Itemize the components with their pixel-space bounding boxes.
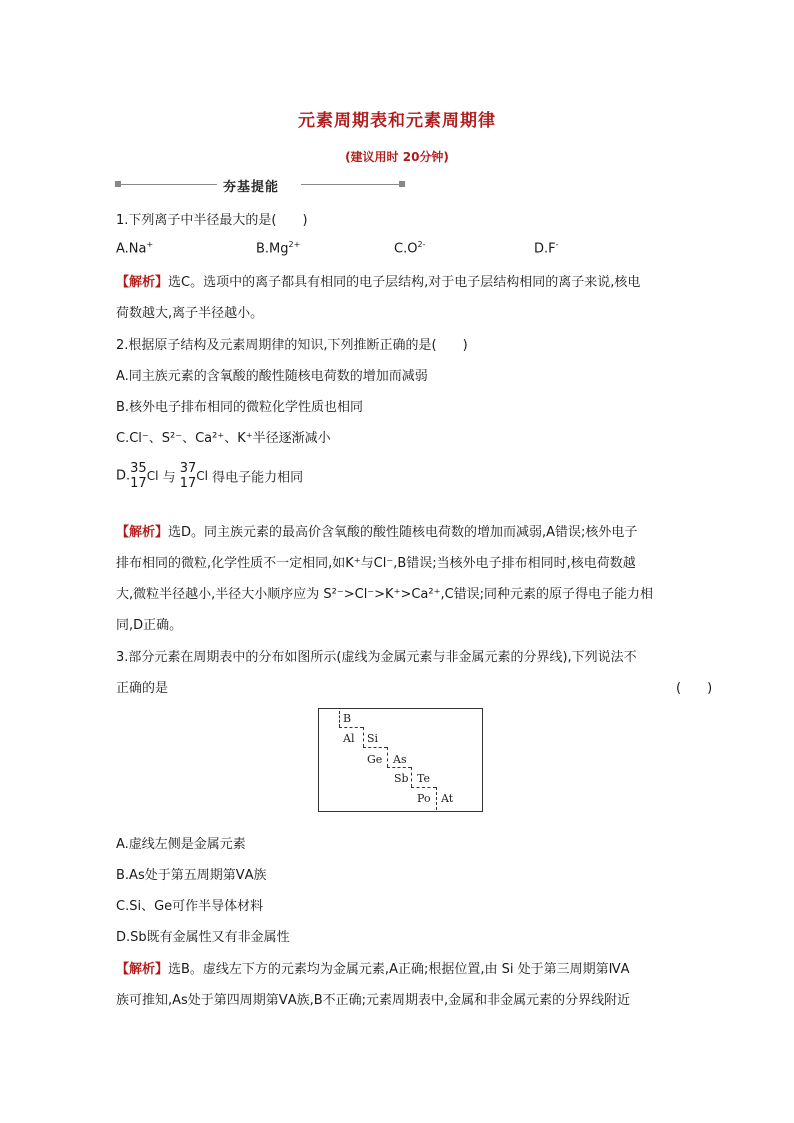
isotope-cl-35 xyxy=(130,461,147,491)
divider-line-right xyxy=(301,184,399,185)
q2-option-d-suffix: 得电子能力相同 xyxy=(212,470,304,486)
q2-analysis-text-2: 排布相同的微粒,化学性质不一定相同,如K⁺与Cl⁻,B错误;当核外电子排布相同时,核电荷数越 xyxy=(116,556,636,571)
q1-analysis-text-2: 荷数越大,离子半径越小。 xyxy=(116,306,264,321)
boundary-segment xyxy=(387,747,388,767)
q3-stem-2: 正确的是 xyxy=(116,681,169,696)
q3-stem-1: 3.部分元素在周期表中的分布如图所示(虚线为金属元素与非金属元素的分界线),下列说法不 xyxy=(116,650,637,665)
q2-analysis-text-3: 大,微粒半径越小,半径大小顺序应为 S²⁻>Cl⁻>K⁺>Ca²⁺,C错误;同种元素的原子得电子能力相 xyxy=(116,587,654,602)
q1-option-d[interactable] xyxy=(534,240,559,256)
q2-option-d-connector: 与 xyxy=(162,470,176,486)
q3-answer-paren: ( ) xyxy=(676,681,713,696)
q3-option-b[interactable]: B.As处于第五周期第ⅤA族 xyxy=(116,868,267,883)
q1-option-c-charge: 2- xyxy=(417,240,426,249)
cl35-atomic-number: 17 xyxy=(130,476,147,491)
q1-option-c-base: C.O xyxy=(394,241,418,257)
cl37-mass-number: 37 xyxy=(179,461,197,476)
q1-option-d-charge: - xyxy=(555,240,559,249)
q1-option-b-base: B.Mg xyxy=(256,241,289,257)
q3-analysis-text-1: 选B。虚线左下方的元素均为金属元素,A正确;根据位置,由 Si 处于第三周期第ⅣA xyxy=(168,962,630,977)
q2-option-a[interactable]: A.同主族元素的含氧酸的酸性随核电荷数的增加而减弱 xyxy=(116,369,428,384)
q2-analysis-line xyxy=(116,521,637,540)
q2-analysis-text-4: 同,D正确。 xyxy=(116,618,183,633)
q1-option-b[interactable] xyxy=(256,240,300,256)
element-te: Te xyxy=(417,772,430,785)
boundary-segment xyxy=(436,787,437,810)
element-po: Po xyxy=(417,792,431,805)
q1-option-a-base: A.Na xyxy=(116,241,147,257)
element-si: Si xyxy=(367,732,379,745)
q2-option-b[interactable]: B.核外电子排布相同的微粒化学性质也相同 xyxy=(116,400,364,415)
q3-analysis-text-2: 族可推知,As处于第四周期第ⅤA族,B不正确;元素周期表中,金属和非金属元素的分界线附近 xyxy=(116,993,631,1008)
q1-option-d-base: D.F xyxy=(534,241,556,257)
q1-analysis-line xyxy=(116,271,640,290)
boundary-segment xyxy=(387,767,411,768)
page-title: 元素周期表和元素周期律 xyxy=(298,111,496,131)
q3-option-d[interactable]: D.Sb既有金属性又有非金属性 xyxy=(116,930,290,945)
element-ge: Ge xyxy=(367,753,383,766)
boundary-segment xyxy=(363,747,387,748)
isotope-cl-37 xyxy=(180,461,197,491)
boundary-segment xyxy=(339,711,340,727)
q2-option-d[interactable] xyxy=(116,461,303,491)
q2-stem: 2.根据原子结构及元素周期律的知识,下列推断正确的是( ) xyxy=(116,338,468,353)
q1-analysis-label: 【解析】 xyxy=(116,275,169,290)
q1-option-b-charge: 2+ xyxy=(288,240,301,249)
divider-dot-right xyxy=(399,181,405,187)
cl37-symbol: Cl xyxy=(196,469,208,483)
element-sb: Sb xyxy=(394,772,409,785)
element-as: As xyxy=(393,753,407,766)
boundary-segment xyxy=(411,767,412,787)
q2-analysis-label: 【解析】 xyxy=(116,525,169,540)
q1-option-c[interactable] xyxy=(394,240,425,256)
element-b: B xyxy=(343,712,352,725)
cl35-symbol: Cl xyxy=(146,469,159,483)
boundary-segment xyxy=(339,727,363,728)
q3-option-c[interactable]: C.Si、Ge可作半导体材料 xyxy=(116,899,264,914)
q2-option-d-prefix: D. xyxy=(116,468,131,484)
time-suggestion: (建议用时 20分钟) xyxy=(345,150,449,164)
section-label: 夯基提能 xyxy=(223,180,280,195)
q1-option-a-charge: + xyxy=(146,240,154,249)
q1-analysis-text-1: 选C。选项中的离子都具有相同的电子层结构,对于电子层结构相同的离子来说,核电 xyxy=(168,275,641,290)
cl37-atomic-number: 17 xyxy=(179,476,197,491)
q3-analysis-line xyxy=(116,958,630,977)
boundary-segment xyxy=(411,787,436,788)
q3-option-a[interactable]: A.虚线左侧是金属元素 xyxy=(116,837,246,852)
section-header xyxy=(115,175,405,195)
element-at: At xyxy=(441,792,454,805)
cl35-mass-number: 35 xyxy=(130,461,147,476)
divider-line-left xyxy=(121,184,217,185)
q1-option-a[interactable] xyxy=(116,240,153,256)
boundary-segment xyxy=(363,727,364,747)
q3-analysis-label: 【解析】 xyxy=(116,962,169,977)
q2-analysis-text-1: 选D。同主族元素的最高价含氧酸的酸性随核电荷数的增加而减弱,A错误;核外电子 xyxy=(168,525,638,540)
q1-stem: 1.下列离子中半径最大的是( ) xyxy=(116,213,308,228)
q2-option-c[interactable]: C.Cl⁻、S²⁻、Ca²⁺、K⁺半径逐渐减小 xyxy=(116,431,331,446)
periodic-table-diagram xyxy=(318,708,483,812)
element-al: Al xyxy=(343,732,355,745)
